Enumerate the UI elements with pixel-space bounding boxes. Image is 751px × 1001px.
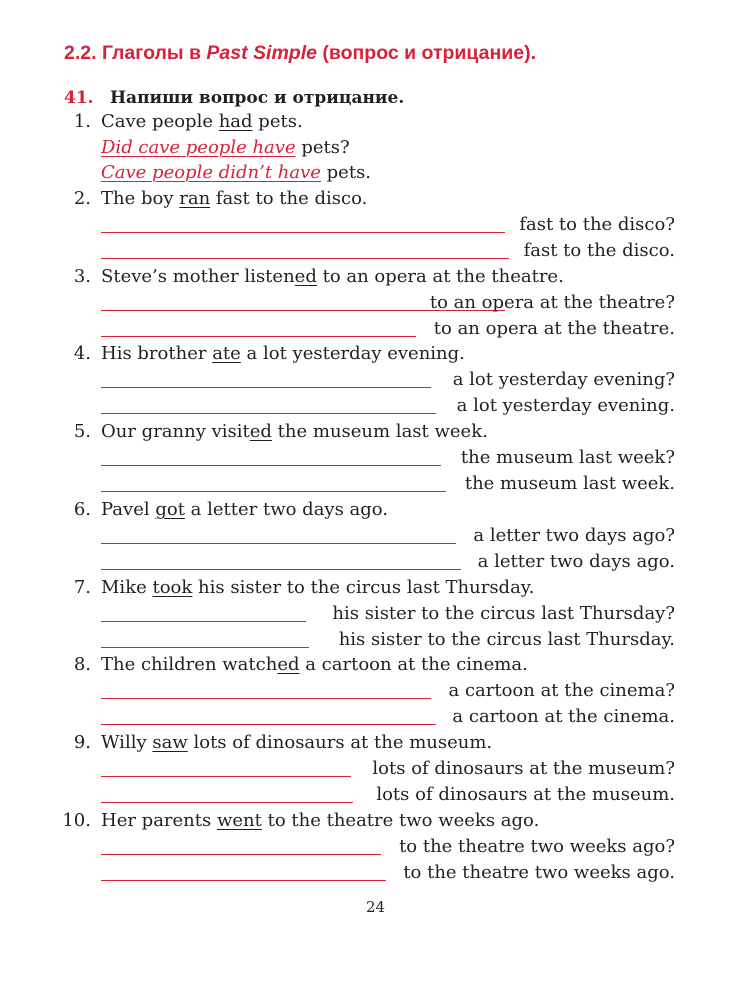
answer-blank[interactable] [101, 465, 441, 466]
item-question-line [0, 290, 751, 316]
item-number: 3. [73, 266, 91, 287]
sentence-end: pets. [252, 111, 303, 132]
answer-tail: the museum last week. [464, 473, 675, 494]
item-question-line [0, 678, 751, 704]
item-sentence [101, 652, 528, 678]
example-question-line [0, 135, 751, 161]
answer-blank[interactable] [101, 543, 456, 544]
item-negative-line [0, 860, 751, 886]
question-answer-row [101, 756, 675, 782]
sentence-end: his sister to the circus last Thursday. [192, 577, 535, 598]
filled-answer: Cave people didn’t have [101, 162, 321, 183]
item-sentence-line [0, 652, 751, 678]
sentence-start: The children watch [101, 654, 278, 675]
underlined-verb: ed [249, 421, 272, 442]
answer-tail: lots of dinosaurs at the museum? [372, 758, 675, 779]
item-number: 9. [73, 732, 91, 753]
item-negative-line [0, 238, 751, 264]
answer-tail: fast to the disco? [519, 214, 675, 235]
underlined-verb: ed [294, 266, 317, 287]
question-answer-row [101, 834, 675, 860]
item-sentence [101, 109, 303, 135]
item-sentence-line [0, 186, 751, 212]
answer-blank[interactable] [101, 258, 509, 259]
negative-answer-row [101, 471, 675, 497]
answer-tail: to the theatre two weeks ago. [403, 862, 675, 883]
answer-tail: his sister to the circus last Thursday? [332, 603, 675, 624]
question-answer-row [101, 290, 675, 316]
sentence-end: to an opera at the theatre. [316, 266, 564, 287]
item-sentence [101, 497, 388, 523]
item-question-line [0, 834, 751, 860]
answer-blank[interactable] [101, 724, 436, 725]
item-sentence [101, 575, 534, 601]
item-negative-line [0, 549, 751, 575]
underlined-verb: got [155, 499, 185, 520]
underlined-verb: ate [212, 343, 241, 364]
answer-tail: fast to the disco. [523, 240, 675, 261]
answer-blank[interactable] [101, 413, 436, 414]
item-sentence-line [0, 264, 751, 290]
answer-blank[interactable] [101, 336, 416, 337]
question-answer-row [101, 445, 675, 471]
sentence-start: Pavel [101, 499, 156, 520]
answer-tail: a lot yesterday evening. [456, 395, 675, 416]
negative-answer-row [101, 782, 675, 808]
example-negative-line [0, 160, 751, 186]
sentence-end: a lot yesterday evening. [240, 343, 465, 364]
item-number: 5. [73, 421, 91, 442]
item-sentence [101, 730, 492, 756]
question-answer-row [101, 212, 675, 238]
answer-tail: pets. [320, 162, 372, 183]
negative-answer-row [101, 627, 675, 653]
underlined-verb: saw [152, 732, 188, 753]
sentence-end: to the theatre two weeks ago. [261, 810, 540, 831]
answer-tail: pets? [295, 137, 350, 158]
item-number: 10. [62, 810, 91, 831]
sentence-end: lots of dinosaurs at the museum. [187, 732, 493, 753]
item-sentence-line [0, 497, 751, 523]
underlined-verb: ed [277, 654, 300, 675]
item-sentence [101, 186, 367, 212]
answer-blank[interactable] [101, 569, 461, 570]
item-negative-line [0, 627, 751, 653]
answer-blank[interactable] [101, 232, 505, 233]
answer-tail: to an opera at the theatre? [429, 292, 675, 313]
question-answer-row [101, 601, 675, 627]
sentence-start: The boy [101, 188, 180, 209]
answer-blank[interactable] [101, 621, 306, 622]
answer-tail: a lot yesterday evening? [452, 369, 675, 390]
item-number: 4. [73, 343, 91, 364]
answer-blank[interactable] [101, 854, 381, 855]
answer-blank[interactable] [101, 387, 431, 388]
underlined-verb: ran [179, 188, 211, 209]
item-question-line [0, 756, 751, 782]
item-negative-line [0, 316, 751, 342]
item-number: 1. [73, 111, 91, 132]
item-sentence-line [0, 419, 751, 445]
sentence-end: the museum last week. [271, 421, 488, 442]
sentence-end: a letter two days ago. [184, 499, 389, 520]
section-title-prefix: 2.2. Глаголы в [64, 42, 207, 64]
answer-blank[interactable] [101, 880, 386, 881]
item-negative-line [0, 471, 751, 497]
exercise-number: 41. [64, 88, 94, 108]
item-question-line [0, 367, 751, 393]
item-sentence [101, 808, 539, 834]
answer-tail: his sister to the circus last Thursday. [338, 629, 675, 650]
sentence-start: Cave people [101, 111, 219, 132]
answer-tail: to the theatre two weeks ago? [399, 836, 675, 857]
section-title-italic: Past Simple [206, 42, 317, 64]
item-question-line [0, 445, 751, 471]
sentence-start: Her parents [101, 810, 217, 831]
answer-tail: a cartoon at the cinema? [448, 680, 675, 701]
item-sentence-line [0, 575, 751, 601]
negative-answer-row [101, 316, 675, 342]
example-negative-answer [101, 160, 371, 186]
item-sentence-line [0, 341, 751, 367]
item-number: 2. [73, 188, 91, 209]
answer-tail: a cartoon at the cinema. [452, 706, 675, 727]
item-sentence-line [0, 808, 751, 834]
answer-blank[interactable] [101, 698, 431, 699]
underlined-verb: took [152, 577, 193, 598]
negative-answer-row [101, 549, 675, 575]
question-answer-row [101, 678, 675, 704]
answer-blank[interactable] [101, 491, 446, 492]
answer-tail: to an opera at the theatre. [433, 318, 675, 339]
answer-blank[interactable] [101, 647, 309, 648]
example-sentence-line [0, 109, 751, 135]
item-sentence [101, 341, 465, 367]
exercise-instruction: Напиши вопрос и отрицание. [110, 88, 405, 108]
negative-answer-row [101, 860, 675, 886]
sentence-start: Steve’s mother listen [101, 266, 295, 287]
sentence-start: Willy [101, 732, 153, 753]
sentence-start: Our granny visit [101, 421, 250, 442]
question-answer-row [101, 367, 675, 393]
item-number: 7. [73, 577, 91, 598]
sentence-end: fast to the disco. [210, 188, 368, 209]
item-question-line [0, 212, 751, 238]
item-question-line [0, 601, 751, 627]
answer-tail: a letter two days ago. [477, 551, 675, 572]
sentence-start: Mike [101, 577, 153, 598]
answer-tail: the museum last week? [460, 447, 675, 468]
item-question-line [0, 523, 751, 549]
item-negative-line [0, 704, 751, 730]
answer-tail: a letter two days ago? [473, 525, 675, 546]
item-negative-line [0, 393, 751, 419]
underlined-verb: went [216, 810, 262, 831]
answer-tail: lots of dinosaurs at the museum. [376, 784, 675, 805]
item-sentence [101, 419, 488, 445]
question-answer-row [101, 523, 675, 549]
sentence-start: His brother [101, 343, 213, 364]
negative-answer-row [101, 704, 675, 730]
item-number: 8. [73, 654, 91, 675]
item-negative-line [0, 782, 751, 808]
item-sentence [101, 264, 564, 290]
negative-answer-row [101, 393, 675, 419]
answer-blank[interactable] [101, 802, 353, 803]
item-sentence-line [0, 730, 751, 756]
negative-answer-row [101, 238, 675, 264]
underlined-verb: had [218, 111, 253, 132]
page-number: 24 [365, 898, 386, 916]
filled-answer: Did cave people have [101, 137, 296, 158]
answer-blank[interactable] [101, 776, 351, 777]
section-title-suffix: (вопрос и отрицание). [316, 42, 537, 64]
example-question-answer [101, 135, 350, 161]
sentence-end: a cartoon at the cinema. [299, 654, 528, 675]
item-number: 6. [73, 499, 91, 520]
